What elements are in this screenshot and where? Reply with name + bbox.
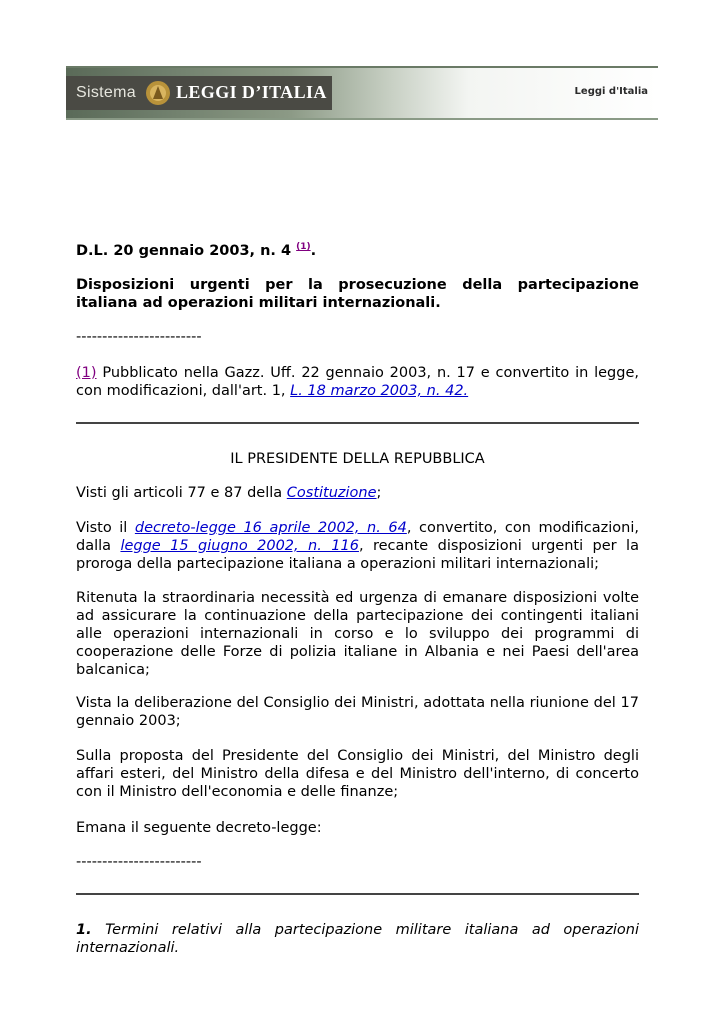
- logo[interactable]: [66, 76, 332, 110]
- emana-paragraph: Emana il seguente decreto-legge:: [76, 820, 322, 836]
- divider-1: [76, 422, 639, 424]
- logo-title-text: LEGGI D’ITALIA: [176, 82, 327, 102]
- banner-top-line: [66, 66, 658, 68]
- visto-text-end: , recante disposizioni urgenti per la proroga della partecipazione italiana a operazioni militari internazionali;: [76, 538, 639, 572]
- visto-paragraph: [76, 519, 639, 573]
- president-heading: IL PRESIDENTE DELLA REPUBBLICA: [230, 451, 485, 467]
- title-end: .: [310, 243, 317, 259]
- document-subtitle: Disposizioni urgenti per la prosecuzione della partecipazione italiana ad operazioni militari internazionali.: [76, 277, 639, 311]
- visto-text-mid: , convertito, con modificazioni, dalla: [76, 520, 640, 554]
- visti-paragraph: [76, 484, 639, 502]
- footnote: [76, 364, 639, 400]
- document-title: [76, 238, 639, 260]
- visti-text: Visti gli articoli 77 e 87 della: [76, 485, 287, 501]
- vista-paragraph: Vista la deliberazione del Consiglio dei Ministri, adottata nella riunione del 17 gennaio 2003;: [76, 695, 639, 729]
- visti-end: ;: [376, 485, 382, 501]
- emblem-icon: [144, 78, 172, 108]
- article-1-heading: [76, 921, 639, 957]
- legge-116-link[interactable]: legge 15 giugno 2002, n. 116: [120, 538, 359, 554]
- visto-text-start: Visto il: [76, 520, 135, 536]
- decreto-legge-link[interactable]: decreto-legge 16 aprile 2002, n. 64: [134, 520, 407, 536]
- logo-sistema-text: Sistema: [76, 84, 136, 101]
- title-note-link[interactable]: (1): [296, 242, 311, 252]
- banner-bottom-line: [66, 118, 658, 120]
- law-link-42-2003[interactable]: L. 18 marzo 2003, n. 42.: [290, 383, 469, 399]
- footnote-ref-link[interactable]: (1): [76, 365, 97, 381]
- divider-2: [76, 893, 639, 895]
- costituzione-link[interactable]: Costituzione: [286, 485, 377, 501]
- separator-1: ------------------------: [76, 329, 202, 345]
- header-banner: [66, 66, 658, 120]
- title-text: D.L. 20 gennaio 2003, n. 4: [76, 243, 292, 259]
- header-right-label: Leggi d'Italia: [574, 86, 648, 97]
- separator-2: ------------------------: [76, 854, 202, 870]
- footnote-text: Pubblicato nella Gazz. Uff. 22 gennaio 2003, n. 17 e convertito in legge, con modificazioni, dall'art. 1,: [76, 365, 639, 399]
- sulla-paragraph: Sulla proposta del Presidente del Consiglio dei Ministri, del Ministro degli affari esteri, del Ministro della difesa e del Ministro dell'interno, di concerto con il Ministro dell'economia e delle finanze;: [76, 748, 639, 800]
- article-title: Termini relativi alla partecipazione militare italiana ad operazioni internazionali.: [76, 922, 639, 956]
- ritenuta-paragraph: Ritenuta la straordinaria necessità ed urgenza di emanare disposizioni volte ad assicurare la continuazione della partecipazione dei contingenti italiani alle operazioni internazionali in corso e lo sviluppo dei programmi di cooperazione delle Forze di polizia italiane in Albania e nei Paesi dell'area balcanica;: [76, 590, 639, 678]
- article-number: 1.: [76, 922, 92, 938]
